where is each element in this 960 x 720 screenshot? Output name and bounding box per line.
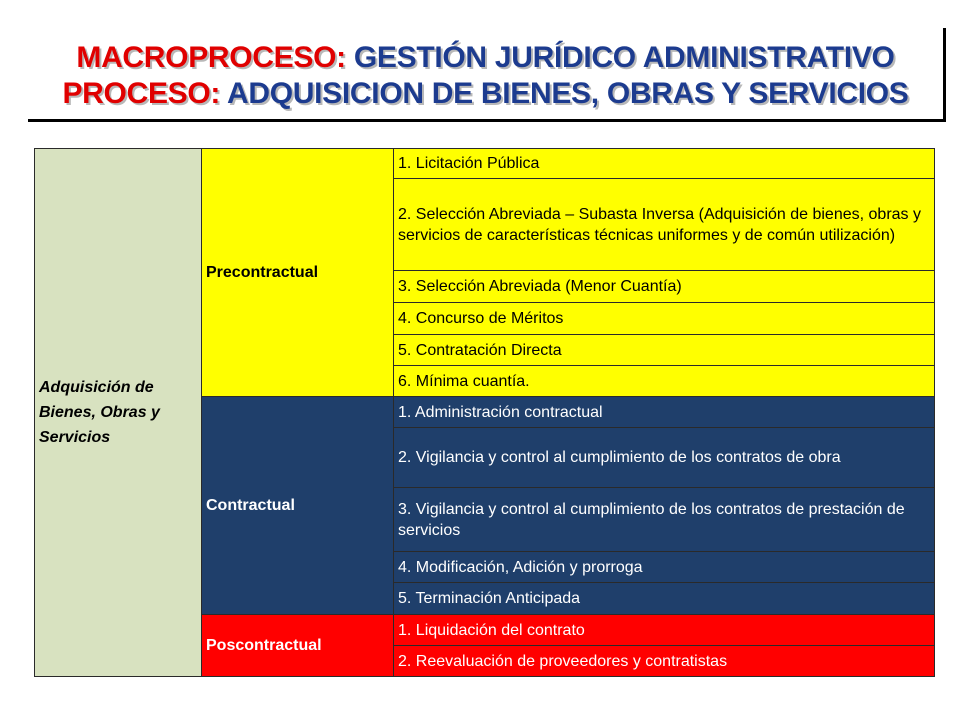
process-table (34, 148, 935, 677)
item-cell: 2. Vigilancia y control al cumplimiento de los contratos de obra (394, 428, 935, 488)
title-line-proceso (28, 76, 943, 112)
item-cell: 4. Modificación, Adición y prorroga (394, 552, 935, 583)
stage-contractual: Contractual (202, 397, 394, 615)
item-cell: 3. Selección Abreviada (Menor Cuantía) (394, 271, 935, 303)
table-row (35, 149, 935, 179)
item-cell: 2. Reevaluación de proveedores y contratistas (394, 646, 935, 677)
item-cell: 6. Mínima cuantía. (394, 366, 935, 397)
stage-precontractual: Precontractual (202, 149, 394, 397)
item-cell: 5. Terminación Anticipada (394, 583, 935, 615)
item-cell: 1. Liquidación del contrato (394, 615, 935, 646)
stage-poscontractual: Poscontractual (202, 615, 394, 677)
title-box (28, 28, 946, 122)
item-cell: 1. Administración contractual (394, 397, 935, 428)
proceso-value: ADQUISICION DE BIENES, OBRAS Y SERVICIOS (227, 77, 909, 110)
item-cell: 2. Selección Abreviada – Subasta Inversa (Adquisición de bienes, obras y servicios de características técnicas uniformes y de común utilización) (394, 179, 935, 271)
item-cell: 4. Concurso de Méritos (394, 303, 935, 335)
item-cell: 3. Vigilancia y control al cumplimiento de los contratos de prestación de servicios (394, 488, 935, 552)
item-cell: 5. Contratación Directa (394, 335, 935, 366)
macroprocess-cell: Adquisición de Bienes, Obras y Servicios (35, 149, 202, 677)
macroproceso-value: GESTIÓN JURÍDICO ADMINISTRATIVO (353, 41, 895, 74)
proceso-label: PROCESO: (62, 77, 221, 110)
item-cell: 1. Licitación Pública (394, 149, 935, 179)
title-line-macroproceso (28, 40, 943, 76)
macroproceso-label: MACROPROCESO: (76, 41, 346, 74)
